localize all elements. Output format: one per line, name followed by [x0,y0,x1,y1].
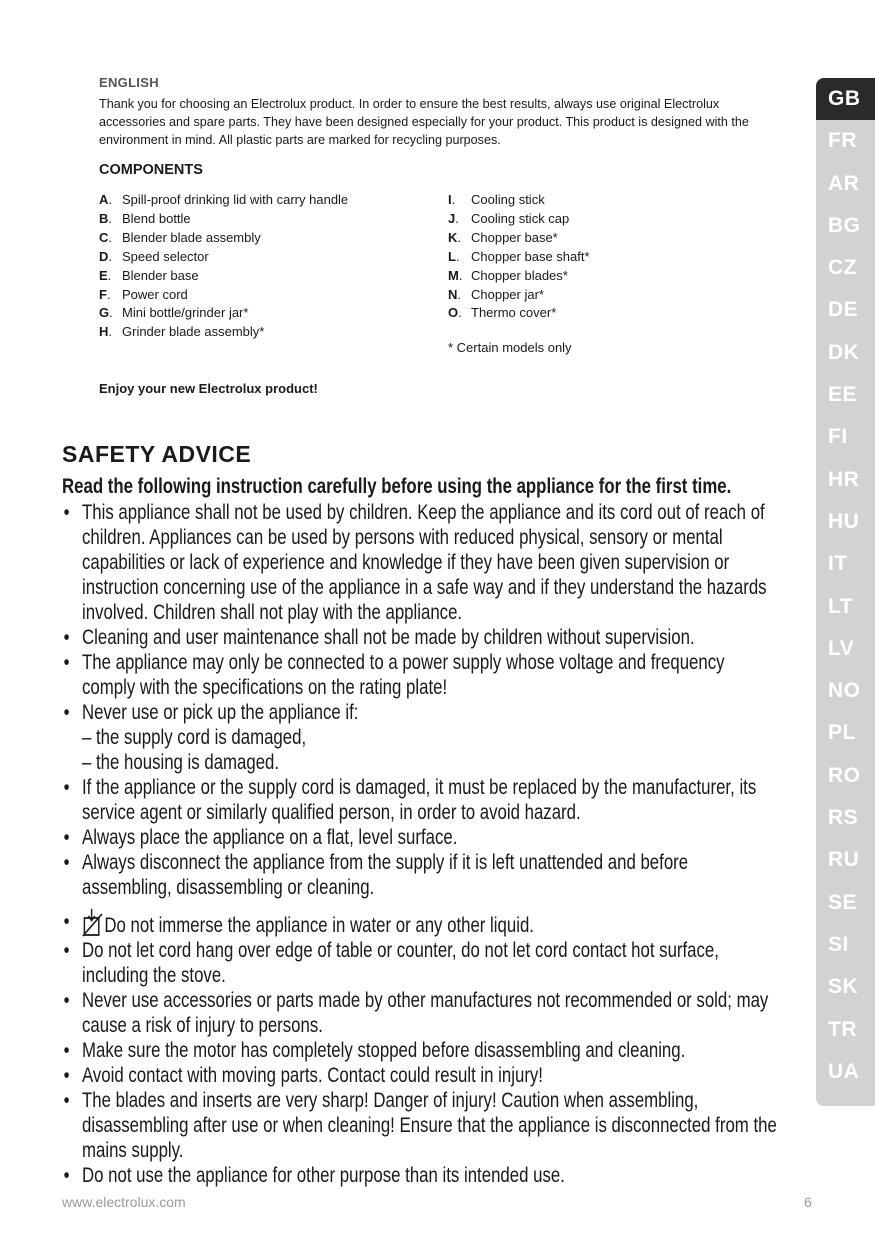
lang-tab-fr: FR [828,129,857,153]
lang-tab-ua: UA [828,1059,860,1083]
lang-tab-se: SE [828,890,858,914]
safety-list [62,500,778,1188]
component-label: Blender blade assembly [122,229,261,245]
lang-tab-no: NO [828,679,861,703]
component-label: Thermo cover* [471,305,557,321]
intro-text: Thank you for choosing an Electrolux product. In order to ensure the best results, always use original Electrolux accessories and spare parts. They have been designed especially for your product. This product is designed with the environment in mind. All plastic parts are marked for recycling purposes. [99,97,749,147]
component-label: Spill-proof drinking lid with carry handle [122,192,349,207]
component-label: Chopper blades* [471,267,568,283]
safety-subitem: – the supply cord is damaged, [82,726,307,749]
component-item [99,248,439,267]
component-label: Blender base [122,267,199,283]
component-letter: K . [448,229,471,248]
component-letter: M . [448,267,471,286]
component-label: Cooling stick cap [471,210,570,226]
lang-tab-bg: BG [828,213,861,237]
safety-item: • Do not let cord hang over edge of table or counter, do not let cord contact hot surface, including the stove. [62,938,778,988]
safety-item-text: Never use or pick up the appliance if: [82,701,359,724]
safety-intro: Read the following instruction carefully before using the appliance for the first time. [62,475,732,498]
component-item [448,210,788,229]
components-list-left [99,191,439,342]
lang-tab-tr: TR [828,1017,857,1041]
component-label: Chopper jar* [471,286,544,302]
component-item [99,304,439,323]
language-tabs [816,78,875,1106]
intro-section [99,74,789,149]
component-letter: N . [448,286,471,305]
component-item [448,286,788,305]
component-item [99,267,439,286]
component-letter: L . [448,248,471,267]
component-letter: J . [448,210,471,229]
lang-tab-ro: RO [828,763,861,787]
component-item [99,323,439,342]
components-list-right [448,191,788,323]
component-item [99,210,439,229]
safety-item: • Always place the appliance on a flat, level surface. [62,825,778,850]
component-letter: E . [99,267,122,286]
component-letter: O . [448,304,471,323]
lang-tab-lt: LT [828,594,854,618]
lang-tab-hu: HU [828,509,860,533]
safety-subitem: – the housing is damaged. [82,751,280,774]
safety-item-text: Do not immerse the appliance in water or any other liquid. [104,914,534,937]
component-item [99,229,439,248]
lang-tab-cz: CZ [828,256,857,280]
lang-tab-sk: SK [828,975,859,999]
safety-title: SAFETY ADVICE [62,441,252,467]
component-item [448,191,788,210]
lang-tab-rs: RS [828,806,859,830]
component-label: Chopper base shaft* [471,248,590,264]
lang-tab-gb: GB [816,78,875,120]
safety-item: • This appliance shall not be used by children. Keep the appliance and its cord out of reach of children. Appliances can be used by persons with reduced physical, sensory or mental capabilities or lack of experience and knowledge if they have been given supervision or instruction concerning use of the appliance in a safe way and if they understand the hazards involved. Children shall not play with the appliance. [62,500,778,625]
safety-item: • Never use accessories or parts made by other manufactures not recommended or sold; may cause a risk of injury to persons. [62,988,778,1038]
no-immersion-icon [82,909,103,937]
component-letter: F . [99,286,122,305]
component-item [448,304,788,323]
safety-item: • Avoid contact with moving parts. Contact could result in injury! [62,1063,778,1088]
component-label: Grinder blade assembly* [122,324,265,340]
component-item [99,286,439,305]
component-letter: D . [99,248,122,267]
component-item [448,248,788,267]
lang-tab-lv: LV [828,636,855,660]
lang-tab-it: IT [828,552,848,576]
component-letter: C . [99,229,122,248]
component-label: Blend bottle [122,210,191,226]
safety-item: • Make sure the motor has completely stopped before disassembling and cleaning. [62,1038,778,1063]
language-heading: ENGLISH [99,75,159,90]
safety-item [62,700,778,775]
component-item [99,191,439,210]
lang-tab-pl: PL [828,721,856,745]
component-label: Chopper base* [471,229,558,245]
enjoy-message: Enjoy your new Electrolux product! [99,381,318,396]
component-item [448,267,788,286]
safety-item: • Always disconnect the appliance from the supply if it is left unattended and before assembling, disassembling or cleaning. [62,850,778,900]
lang-tab-hr: HR [828,467,860,491]
component-label: Cooling stick [471,192,545,207]
safety-item: • The appliance may only be connected to a power supply whose voltage and frequency comply with the specifications on the rating plate! [62,650,778,700]
component-label: Speed selector [122,248,209,264]
component-item [448,229,788,248]
component-letter: B . [99,210,122,229]
components-title: COMPONENTS [99,162,203,178]
lang-tab-ar: AR [828,171,860,195]
footer-url: www.electrolux.com [62,1194,186,1210]
safety-item: • Cleaning and user maintenance shall not be made by children without supervision. [62,625,778,650]
safety-item [62,909,778,938]
component-letter: H . [99,323,122,342]
component-letter: I . [448,191,471,210]
lang-tab-fi: FI [828,425,848,449]
component-label: Power cord [122,286,188,302]
lang-tab-ee: EE [828,383,858,407]
component-letter: G . [99,304,122,323]
lang-tab-ru: RU [828,848,860,872]
page-number: 6 [804,1194,812,1210]
safety-item: • If the appliance or the supply cord is damaged, it must be replaced by the manufacturer, its service agent or similarly qualified person, in order to avoid hazard. [62,775,778,825]
component-letter: A . [99,191,122,210]
lang-tab-de: DE [828,298,859,322]
lang-tab-dk: DK [828,340,860,364]
models-note: * Certain models only [448,340,572,355]
lang-tab-si: SI [828,932,849,956]
safety-item: • The blades and inserts are very sharp! Danger of injury! Caution when assembling, disassembling after use or when cleaning! Ensure that the appliance is disconnected from the mains supply. [62,1088,778,1163]
safety-item: • Do not use the appliance for other purpose than its intended use. [62,1163,778,1188]
component-label: Mini bottle/grinder jar* [122,305,249,321]
